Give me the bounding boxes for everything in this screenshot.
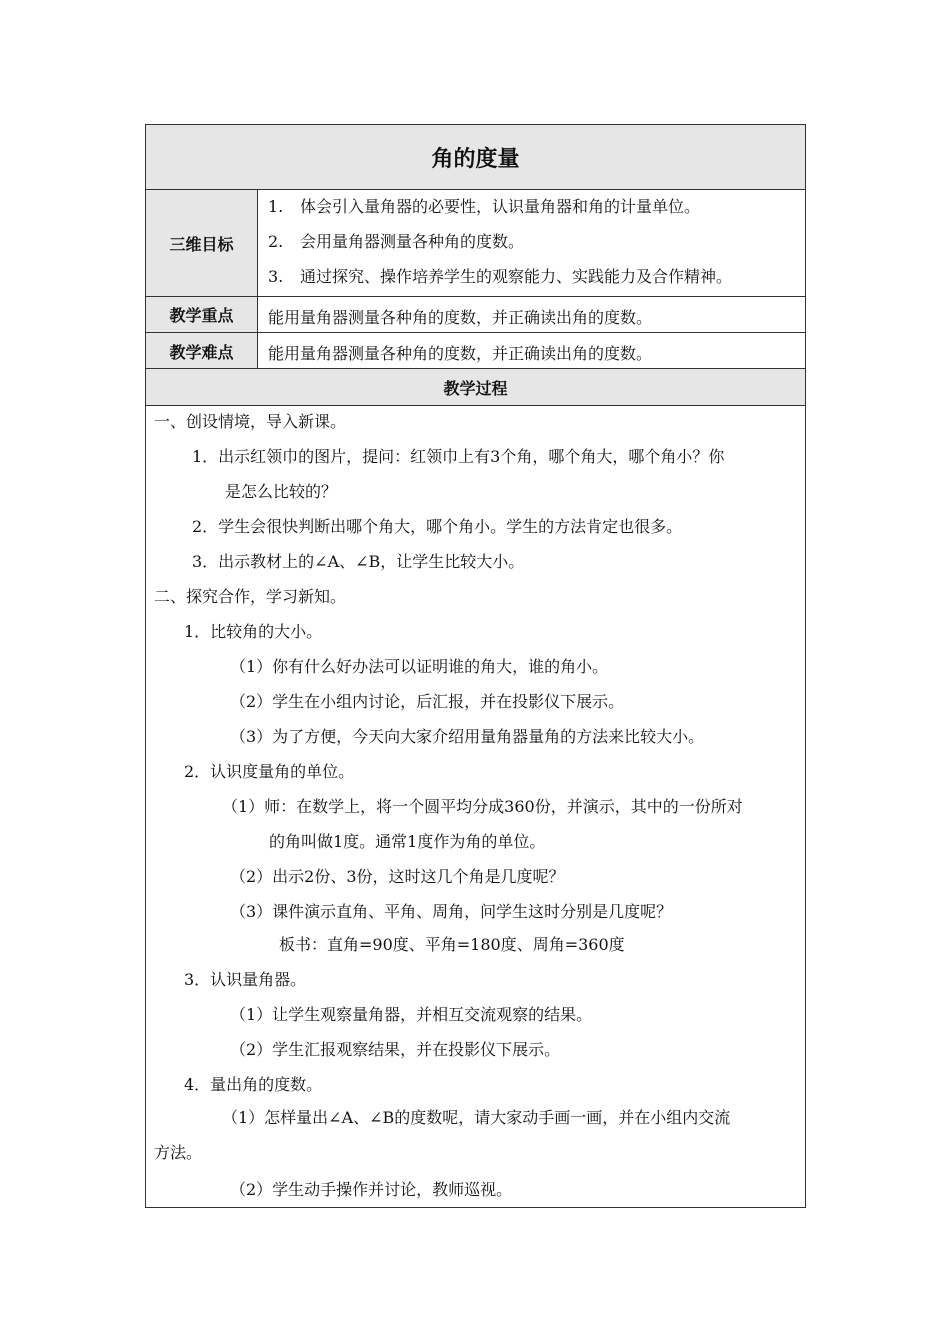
objective-text: 通过探究、操作培养学生的观察能力、实践能力及合作精神。 [300, 267, 733, 286]
objectives-label: 三维目标 [146, 190, 257, 296]
objective-text: 会用量角器测量各种角的度数。 [300, 232, 525, 251]
divider [146, 405, 805, 406]
objective-number: 1. [268, 197, 284, 216]
objective-item [268, 264, 732, 287]
process-line: 1．出示红领巾的图片，提问：红领巾上有3个角，哪个角大，哪个角小？你 [192, 447, 725, 466]
process-line: 3．出示教材上的∠A、∠B，让学生比较大小。 [192, 552, 525, 571]
objective-text: 体会引入量角器的必要性，认识量角器和角的计量单位。 [300, 197, 701, 216]
objectives-content [258, 190, 805, 296]
process-header: 教学过程 [146, 369, 805, 405]
process-line: （2）学生汇报观察结果，并在投影仪下展示。 [230, 1040, 561, 1059]
process-line: （3）为了方便，今天向大家介绍用量角器量角的方法来比较大小。 [230, 727, 705, 746]
process-line: （2）学生动手操作并讨论，教师巡视。 [230, 1180, 513, 1199]
objective-number: 2. [268, 232, 284, 251]
process-line: 1．比较角的大小。 [184, 622, 323, 641]
process-line: （2）学生在小组内讨论，后汇报，并在投影仪下展示。 [230, 692, 625, 711]
process-line: 3．认识量角器。 [184, 970, 307, 989]
process-line: 是怎么比较的？ [225, 482, 338, 501]
process-line: 一、创设情境，导入新课。 [154, 412, 347, 431]
process-line: 方法。 [154, 1143, 203, 1162]
process-line: （2）出示2份、3份，这时这几个角是几度呢？ [230, 867, 565, 886]
process-line: 4．量出角的度数。 [184, 1075, 323, 1094]
process-line: 板书：直角=90度、平角=180度、周角=360度 [279, 935, 625, 954]
lesson-title: 角的度量 [431, 146, 520, 172]
process-line: 的角叫做1度。通常1度作为角的单位。 [269, 832, 546, 851]
difficulty-content [258, 333, 805, 369]
key-point-text: 能用量角器测量各种角的度数，并正确读出角的度数。 [268, 308, 653, 327]
objective-item [268, 229, 524, 252]
process-line: （1）怎样量出∠A、∠B的度数呢，请大家动手画一画，并在小组内交流 [222, 1108, 731, 1127]
process-line: （1）师：在数学上，将一个圆平均分成360份，并演示，其中的一份所对 [222, 797, 743, 816]
objective-number: 3. [268, 267, 284, 286]
objective-item [268, 194, 700, 217]
process-line: （1）让学生观察量角器，并相互交流观察的结果。 [230, 1005, 593, 1024]
process-line: 2．学生会很快判断出哪个角大，哪个角小。学生的方法肯定也很多。 [192, 517, 683, 536]
process-line: （3）课件演示直角、平角、周角，问学生这时分别是几度呢？ [230, 902, 673, 921]
column-divider [257, 189, 258, 369]
difficulty-text: 能用量角器测量各种角的度数，并正确读出角的度数。 [268, 344, 653, 363]
lesson-plan-table [145, 124, 806, 1208]
process-line: （1）你有什么好办法可以证明谁的角大，谁的角小。 [230, 657, 609, 676]
process-line: 二、探究合作，学习新知。 [154, 587, 347, 606]
title-band [146, 125, 805, 189]
key-point-label: 教学重点 [146, 297, 257, 332]
difficulty-label: 教学难点 [146, 333, 257, 369]
key-point-content [258, 297, 805, 332]
process-line: 2．认识度量角的单位。 [184, 762, 355, 781]
